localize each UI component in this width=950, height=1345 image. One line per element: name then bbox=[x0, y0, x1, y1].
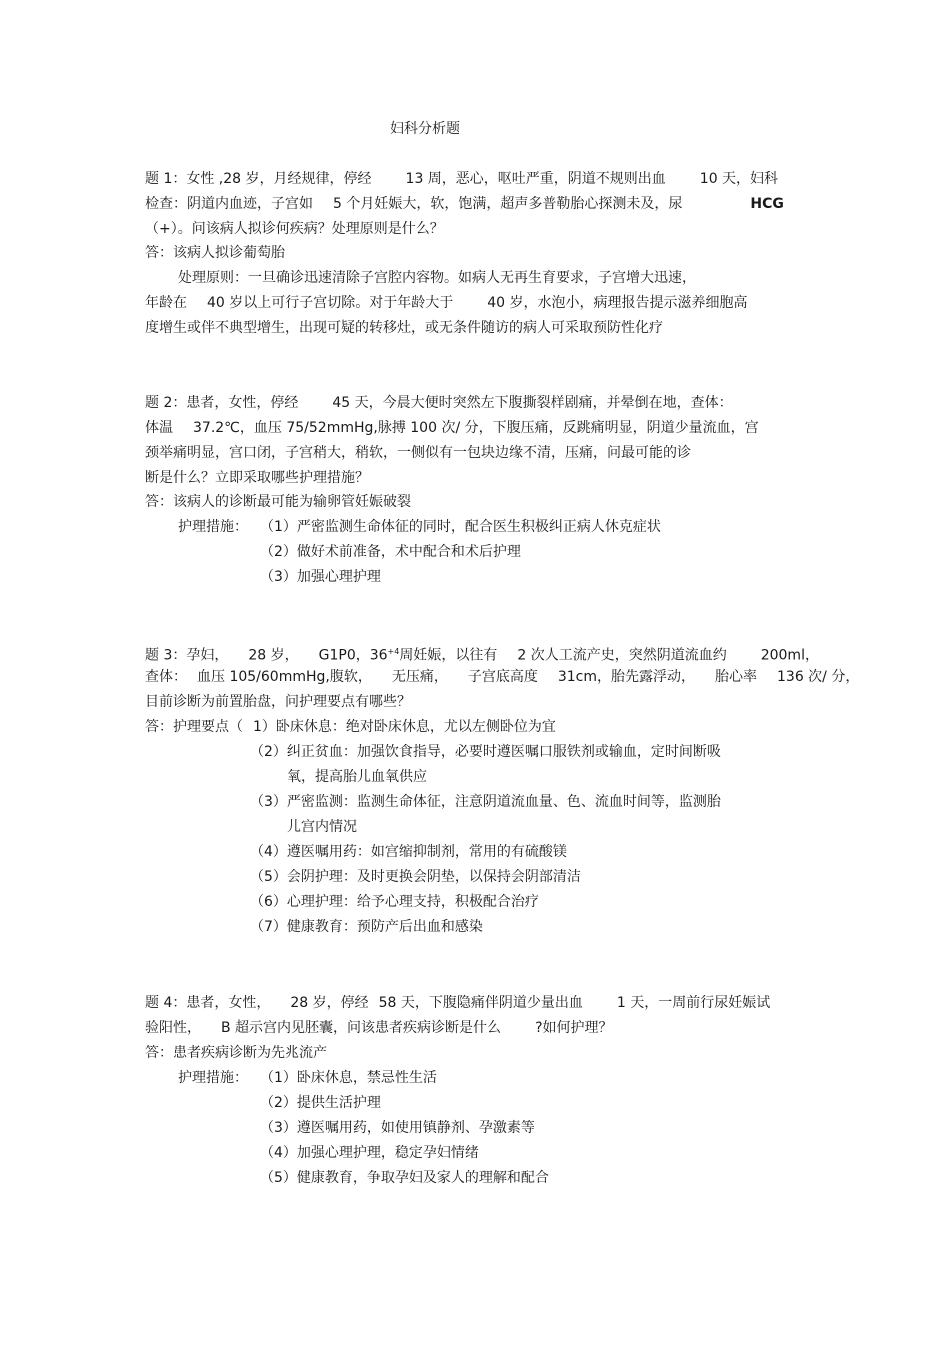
q3-point-2b: 氧，提高胎儿血氧供应 bbox=[287, 769, 427, 785]
q3-superscript: +4 bbox=[387, 647, 400, 656]
q4-text: ?如何护理？ bbox=[535, 1020, 613, 1036]
q2-answer: 答：该病人的诊断最可能为输卵管妊娠破裂 bbox=[145, 494, 411, 510]
q3-point-5: （5）会阴护理：及时更换会阴垫，以保持会阴部清洁 bbox=[250, 869, 581, 885]
q2-text: 体温 bbox=[145, 420, 173, 436]
q4-text: 验阳性， bbox=[145, 1020, 201, 1036]
q3-line-1 bbox=[145, 643, 819, 665]
q3-text: 子宫底高度 bbox=[467, 669, 538, 685]
q4-answer: 答：患者疾病诊断为先兆流产 bbox=[145, 1045, 327, 1061]
q4-text: 题 4：患者，女性， bbox=[145, 995, 271, 1011]
q1-text: 年龄在 bbox=[145, 295, 187, 311]
q3-text: 200ml， bbox=[760, 647, 819, 664]
q2-measure-1: （1）严密监测生命体征的同时，配合医生积极纠正病人休克症状 bbox=[260, 519, 661, 535]
q3-point-7: （7）健康教育：预防产后出血和感染 bbox=[250, 919, 483, 935]
q3-point-3a: （3）严密监测：监测生命体征，注意阴道流血量、色、流血时间等，监测胎 bbox=[250, 794, 721, 810]
q2-measure-3: （3）加强心理护理 bbox=[260, 569, 381, 585]
q4-text: 1 天，一周前行尿妊娠试 bbox=[616, 995, 771, 1011]
q4-text: 58 天，下腹隐痛伴阴道少量出血 bbox=[378, 995, 583, 1011]
q1-answer: 答：该病人拟诊葡萄胎 bbox=[145, 245, 285, 261]
q1-principle-line-1: 处理原则：一旦确诊迅速清除子宫腔内容物。如病人无再生育要求，子宫增大迅速， bbox=[178, 270, 696, 286]
q3-point-2a: （2）纠正贫血：加强饮食指导，必要时遵医嘱口服铁剂或输血，定时间断吸 bbox=[250, 744, 721, 760]
q1-principle-line-2 bbox=[145, 294, 748, 312]
q4-measures-label: 护理措施： bbox=[178, 1070, 248, 1086]
q3-line-3: 目前诊断为前置胎盘，问护理要点有哪些？ bbox=[145, 694, 411, 710]
q3-text: 31cm，胎先露浮动， bbox=[557, 669, 695, 685]
q4-line-2 bbox=[145, 1019, 613, 1037]
q4-text: 28 岁，停经 bbox=[290, 995, 369, 1011]
q2-text: 37.2℃，血压 75/52mmHg,脉搏 100 次/ 分，下腹压痛，反跳痛明显，阴道少量流血，宫 bbox=[193, 420, 759, 436]
q1-line-3: （+）。问该病人拟诊何疾病？处理原则是什么？ bbox=[145, 221, 444, 237]
q2-line-3: 颈举痛明显，宫口闭，子宫稍大，稍软，一侧似有一包块边缘不清，压痛，问最可能的诊 bbox=[145, 445, 691, 461]
q3-answer-line-1 bbox=[145, 718, 556, 736]
q3-text: 血压 105/60mmHg,腹软， bbox=[197, 669, 372, 685]
q3-point-4: （4）遵医嘱用药：如宫缩抑制剂，常用的有硫酸镁 bbox=[250, 844, 567, 860]
q4-measure-4: （4）加强心理护理，稳定孕妇情绪 bbox=[260, 1145, 479, 1161]
q1-text: 40 岁，水泡小，病理报告提示滋养细胞高 bbox=[487, 295, 748, 311]
q1-text: HCG bbox=[750, 196, 784, 212]
q3-text: G1P0，36 bbox=[318, 647, 388, 664]
q4-measure-3: （3）遵医嘱用药，如使用镇静剂、孕激素等 bbox=[260, 1120, 535, 1136]
q3-text: 28 岁， bbox=[248, 647, 299, 664]
q4-measure-2: （2）提供生活护理 bbox=[260, 1095, 381, 1111]
q3-text: 2 次人工流产史，突然阴道流血约 bbox=[517, 647, 727, 664]
q2-line-1 bbox=[145, 394, 733, 412]
q3-text: 答：护理要点（ bbox=[145, 719, 243, 735]
q3-text: 无压痛， bbox=[391, 669, 448, 685]
document-title: 妇科分析题 bbox=[390, 121, 460, 137]
q2-measures-label: 护理措施： bbox=[178, 519, 248, 535]
q2-line-4: 断是什么？立即采取哪些护理措施？ bbox=[145, 470, 369, 486]
q2-measure-2: （2）做好术前准备，术中配合和术后护理 bbox=[260, 544, 521, 560]
q3-text: 周妊娠，以往有 bbox=[399, 647, 498, 664]
q1-line-1 bbox=[145, 170, 778, 188]
q3-text: 查体： bbox=[145, 669, 187, 685]
q3-point-3b: 儿宫内情况 bbox=[287, 819, 357, 835]
q3-line-2 bbox=[145, 668, 859, 686]
q4-measure-1: （1）卧床休息，禁忌性生活 bbox=[260, 1070, 437, 1086]
q3-text: 1）卧床休息：绝对卧床休息，尤以左侧卧位为宜 bbox=[253, 719, 556, 735]
q1-text: 13 周，恶心，呕吐严重，阴道不规则出血 bbox=[405, 171, 666, 187]
q1-line-2 bbox=[145, 195, 784, 213]
q2-text: 题 2：患者，女性，停经 bbox=[145, 395, 299, 411]
q3-text: 胎心率 bbox=[715, 669, 757, 685]
q3-point-6: （6）心理护理：给予心理支持，积极配合治疗 bbox=[250, 894, 539, 910]
q2-line-2 bbox=[145, 419, 759, 437]
q4-text: B 超示宫内见胚囊，问该患者疾病诊断是什么 bbox=[221, 1020, 502, 1036]
q1-text: 题 1：女性 ,28 岁，月经规律，停经 bbox=[145, 171, 372, 187]
q1-text: 10 天，妇科 bbox=[699, 171, 779, 187]
q4-measure-5: （5）健康教育，争取孕妇及家人的理解和配合 bbox=[260, 1170, 549, 1186]
q3-text: 题 3：孕妇， bbox=[145, 647, 229, 664]
q2-text: 45 天，今晨大便时突然左下腹撕裂样剧痛，并晕倒在地，查体： bbox=[332, 395, 733, 411]
q1-text: 40 岁以上可行子宫切除。对于年龄大于 bbox=[207, 295, 454, 311]
q1-text: 5 个月妊娠大，软，饱满，超声多普勒胎心探测未及，尿 bbox=[333, 196, 683, 212]
q1-text: 检查：阴道内血迹，子宫如 bbox=[145, 196, 313, 212]
q3-text: 136 次/ 分， bbox=[777, 669, 860, 685]
q1-principle-line-3: 度增生或伴不典型增生，出现可疑的转移灶，或无条件随访的病人可采取预防性化疗 bbox=[145, 320, 663, 336]
q4-line-1 bbox=[145, 994, 770, 1012]
